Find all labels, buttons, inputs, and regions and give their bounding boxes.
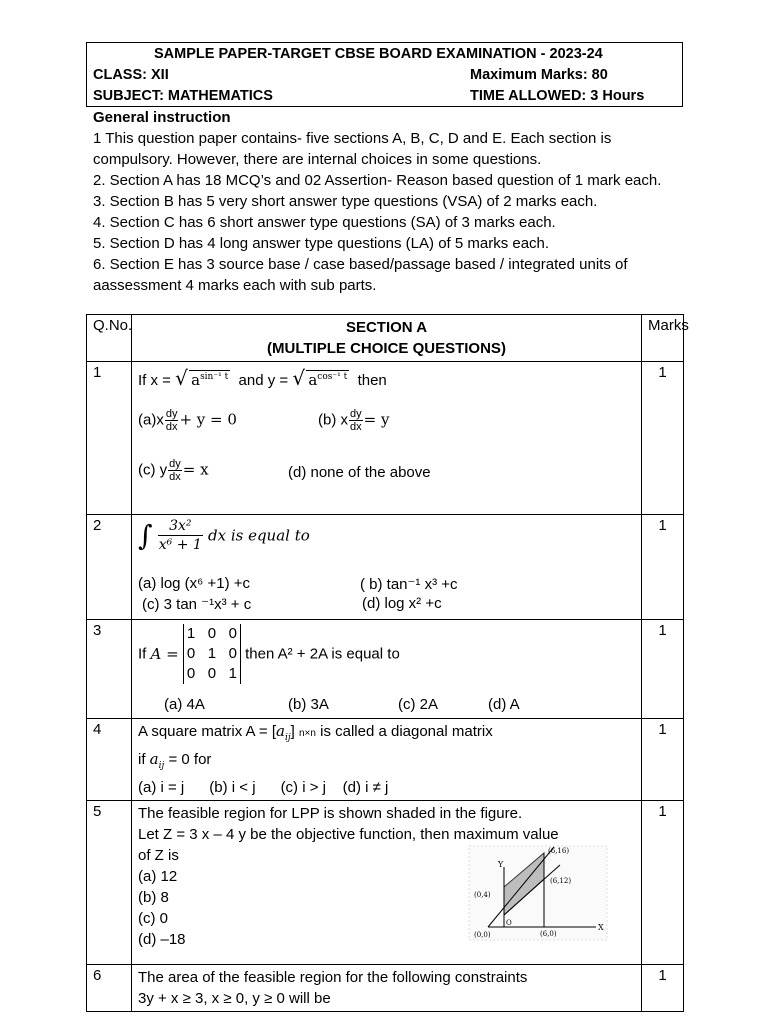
- question-body: [132, 965, 642, 1012]
- question-number: 6: [87, 965, 132, 1012]
- section-title: SECTION A: [345, 319, 428, 336]
- point-label: (6,0): [540, 930, 557, 938]
- frac-num: 3x²: [158, 517, 203, 536]
- order: n×n: [298, 728, 316, 739]
- frac-num: dy: [169, 458, 181, 470]
- frac-num: dy: [350, 408, 362, 420]
- matrix-cell: 0: [186, 665, 196, 682]
- frac-den: dx: [165, 421, 178, 433]
- matrix-cell: 1: [186, 625, 196, 642]
- frac-num: dy: [165, 408, 178, 420]
- sqrt-expression: √ $a^{cos^{-1} t}$: [292, 366, 348, 390]
- x-axis-label: X: [598, 923, 604, 932]
- exp-base: a: [191, 371, 201, 389]
- q4-options: [138, 777, 635, 798]
- question-marks: 1: [642, 620, 684, 719]
- qno-header: Q.No.: [87, 315, 132, 362]
- matrix-cell: 0: [228, 625, 237, 642]
- instruction-item: 2. Section A has 18 MCQ’s and 02 Assertion- Reason based question of 1 mark each.: [93, 172, 662, 189]
- question-marks: 1: [642, 965, 684, 1012]
- sqrt-expression: √ $a^{sin^{-1} t}$: [175, 366, 229, 390]
- section-subtitle: (MULTIPLE CHOICE QUESTIONS): [267, 340, 506, 357]
- origin-label: O: [506, 919, 512, 927]
- sub: ij: [158, 761, 165, 771]
- matrix-cell: 1: [207, 645, 217, 662]
- matrix-name: A =: [150, 645, 179, 663]
- matrix-cell: 1: [228, 665, 237, 682]
- general-instructions: [93, 107, 693, 296]
- fraction: [158, 517, 203, 554]
- max-marks: Maximum Marks: 80: [470, 67, 608, 83]
- option-a-lead: (a)x: [138, 411, 164, 429]
- q6-line1: The area of the feasible region for the following constraints: [138, 969, 528, 986]
- question-number: 2: [87, 515, 132, 620]
- question-body: [132, 515, 642, 620]
- matrix-cell: 0: [207, 625, 217, 642]
- integral-expression: [138, 517, 310, 554]
- exp-base: a: [308, 371, 318, 389]
- var: a: [276, 722, 285, 740]
- exp-power: cos⁻¹ t: [317, 372, 348, 382]
- text: is called a diagonal matrix: [320, 723, 493, 740]
- option-b: (b) 3A: [288, 696, 329, 713]
- option-d: (d) –18: [138, 931, 186, 948]
- marks-header: Marks: [642, 315, 684, 362]
- point-label: (0,4): [474, 891, 491, 899]
- fraction: [349, 408, 363, 433]
- q3-tail: then A² + 2A is equal to: [245, 645, 400, 663]
- q4-line1: [138, 721, 635, 749]
- subject-label: SUBJECT: MATHEMATICS: [93, 88, 273, 104]
- question-row: [87, 620, 684, 719]
- q5-line2: Let Z = 3 x – 4 y be the objective function, then maximum value: [138, 826, 559, 843]
- instruction-item: 1 This question paper contains- five sections A, B, C, D and E. Each section is compulsory. However, there are internal choices in some questions.: [93, 130, 612, 168]
- instructions-heading: General instruction: [93, 109, 231, 126]
- q1-then: then: [357, 372, 387, 389]
- instruction-item: 5. Section D has 4 long answer type questions (LA) of 5 marks each.: [93, 235, 550, 252]
- question-marks: 1: [642, 801, 684, 965]
- question-number: 4: [87, 719, 132, 801]
- fraction: [168, 458, 182, 483]
- option-b-tail: = y: [363, 410, 390, 429]
- question-body: [132, 801, 642, 965]
- option-b: [318, 408, 389, 433]
- question-marks: 1: [642, 362, 684, 515]
- exam-header: [86, 42, 683, 107]
- question-body: [132, 719, 642, 801]
- integral-text: dx is equal to: [207, 526, 310, 545]
- question-row: [87, 801, 684, 965]
- option-c-tail: = x: [182, 460, 209, 479]
- question-row: [87, 719, 684, 801]
- option-a: (a) 4A: [164, 696, 205, 713]
- option-c: (c) 2A: [398, 696, 439, 713]
- option-c: (c) 0: [138, 910, 168, 927]
- option-b: (b) 8: [138, 889, 169, 906]
- option-b-lead: (b) x: [318, 411, 348, 429]
- question-number: 5: [87, 801, 132, 965]
- question-marks: 1: [642, 515, 684, 620]
- option-d: (d) A: [488, 696, 520, 713]
- feasible-region-figure: [468, 845, 608, 941]
- table-header-row: [87, 315, 684, 362]
- matrix-cell: 0: [207, 665, 217, 682]
- point-label: (0,0): [474, 931, 491, 939]
- text: A square matrix A = [: [138, 723, 276, 740]
- matrix: [183, 624, 241, 684]
- y-axis-label: Y: [498, 860, 504, 869]
- option-c: (c) 3 tan ⁻¹x³ + c: [142, 596, 252, 613]
- point-label: (6,12): [550, 877, 572, 885]
- question-body: [132, 362, 642, 515]
- option-d: (d) i ≠ j: [342, 779, 389, 796]
- instruction-item: 6. Section E has 3 source base / case based/passage based / integrated units of aassessment 4 marks each with sub parts.: [93, 256, 628, 294]
- option-a: (a) log (x⁶ +1) +c: [138, 575, 251, 592]
- option-a: (a) 12: [138, 868, 178, 885]
- question-row: [87, 965, 684, 1012]
- frac-den: dx: [169, 471, 181, 483]
- text: = 0 for: [168, 751, 212, 768]
- q1-lead: If x =: [138, 372, 171, 389]
- question-marks: 1: [642, 719, 684, 801]
- frac-den: x⁶ + 1: [158, 537, 202, 553]
- option-a-tail: + y = 0: [179, 410, 237, 429]
- class-label: CLASS: XII: [93, 67, 169, 83]
- question-row: [87, 515, 684, 620]
- instruction-item: 3. Section B has 5 very short answer type questions (VSA) of 2 marks each.: [93, 193, 598, 210]
- text: ]: [290, 723, 295, 740]
- q5-line1: The feasible region for LPP is shown shaded in the figure.: [138, 805, 523, 822]
- q3-lead: If: [138, 645, 147, 663]
- integral-sign: ∫: [138, 519, 153, 552]
- fraction: [165, 408, 179, 433]
- matrix-expression: [138, 624, 400, 684]
- option-d: (d) none of the above: [288, 464, 431, 481]
- exp-power: sin⁻¹ t: [200, 372, 229, 382]
- option-c: [138, 458, 209, 483]
- question-body: [132, 620, 642, 719]
- q5-line3: of Z is: [138, 847, 179, 864]
- question-number: 3: [87, 620, 132, 719]
- option-b: ( b) tan⁻¹ x³ +c: [360, 576, 458, 593]
- section-heading: [132, 315, 642, 362]
- var: a: [149, 750, 159, 768]
- exam-title: SAMPLE PAPER-TARGET CBSE BOARD EXAMINATION - 2023-24: [154, 46, 603, 62]
- questions-table: [86, 314, 689, 1012]
- question-number: 1: [87, 362, 132, 515]
- option-d: (d) log x² +c: [362, 595, 442, 612]
- option-b: (b) i < j: [209, 779, 256, 796]
- option-a: (a) i = j: [138, 779, 185, 796]
- option-c: (c) i > j: [280, 779, 326, 796]
- point-label: (6,16): [548, 847, 570, 855]
- q1-and: and y =: [238, 372, 289, 389]
- instruction-item: 4. Section C has 6 short answer type questions (SA) of 3 marks each.: [93, 214, 556, 231]
- option-a: [138, 408, 237, 433]
- q6-line2: 3y + x ≥ 3, x ≥ 0, y ≥ 0 will be: [138, 990, 331, 1007]
- time-allowed: TIME ALLOWED: 3 Hours: [470, 88, 645, 104]
- frac-den: dx: [350, 421, 362, 433]
- sub: ij: [284, 733, 291, 743]
- option-c-lead: (c) y: [138, 461, 168, 479]
- text: if: [138, 751, 146, 768]
- matrix-cell: 0: [228, 645, 237, 662]
- q4-line2: [138, 749, 635, 777]
- matrix-cell: 0: [186, 645, 196, 662]
- question-row: [87, 362, 684, 515]
